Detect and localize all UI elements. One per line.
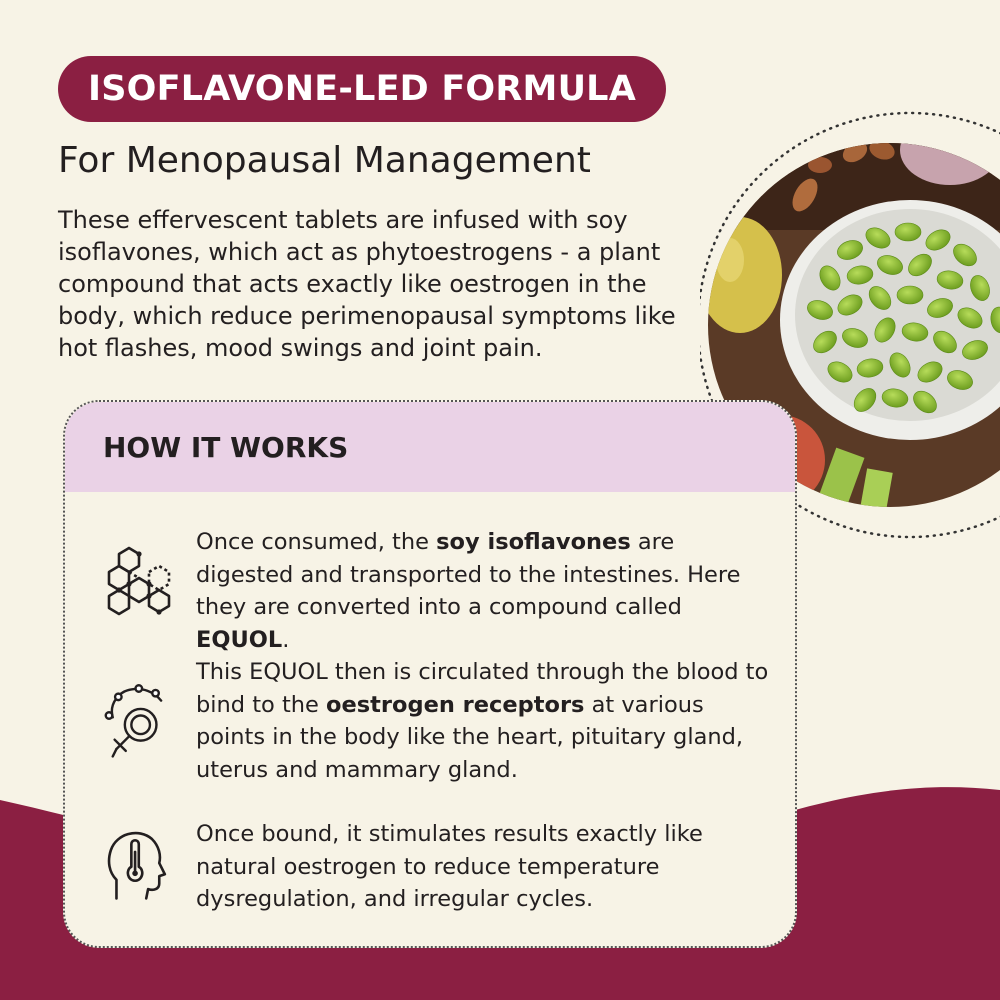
step-text-segment: . (282, 626, 290, 653)
step-text (196, 818, 776, 916)
page-subtitle: For Menopausal Management (58, 140, 591, 181)
step-text-bold: EQUOL (196, 626, 283, 653)
step-text (196, 656, 776, 786)
step-text-segment: are digested and transported to the intestines. Here they are converted into a compound called (196, 529, 741, 620)
step-text-segment: This EQUOL then is circulated through the blood to bind to the (196, 659, 769, 718)
how-it-works-card (63, 400, 797, 948)
step-text (196, 526, 776, 656)
step-text-segment: at various points in the body like the heart, pituitary gland, uterus and mammary gland. (196, 691, 744, 783)
step-text-bold: soy isoflavones (436, 529, 631, 555)
step-text-segment: Once bound, it stimulates results exactly like natural oestrogen to reduce temperature dysregulation, and irregular cycles. (196, 821, 703, 912)
how-it-works-heading: HOW IT WORKS (65, 402, 795, 492)
formula-banner (58, 56, 666, 122)
step-text-bold: oestrogen receptors (326, 691, 585, 718)
step-text-segment: Once consumed, the (196, 529, 437, 555)
banner-title: ISOFLAVONE-LED FORMULA (88, 69, 636, 109)
intro-paragraph: These effervescent tablets are infused with soy isoflavones, which act as phytoestrogens - a plant compound that acts exactly like oestrogen in the body, which reduce perimenopausal symptoms like hot flashes, mood swings and joint pain. (58, 206, 676, 362)
head-thermometer-icon (99, 824, 173, 904)
female-symbol-icon (99, 682, 173, 762)
molecule-icon (99, 540, 173, 620)
